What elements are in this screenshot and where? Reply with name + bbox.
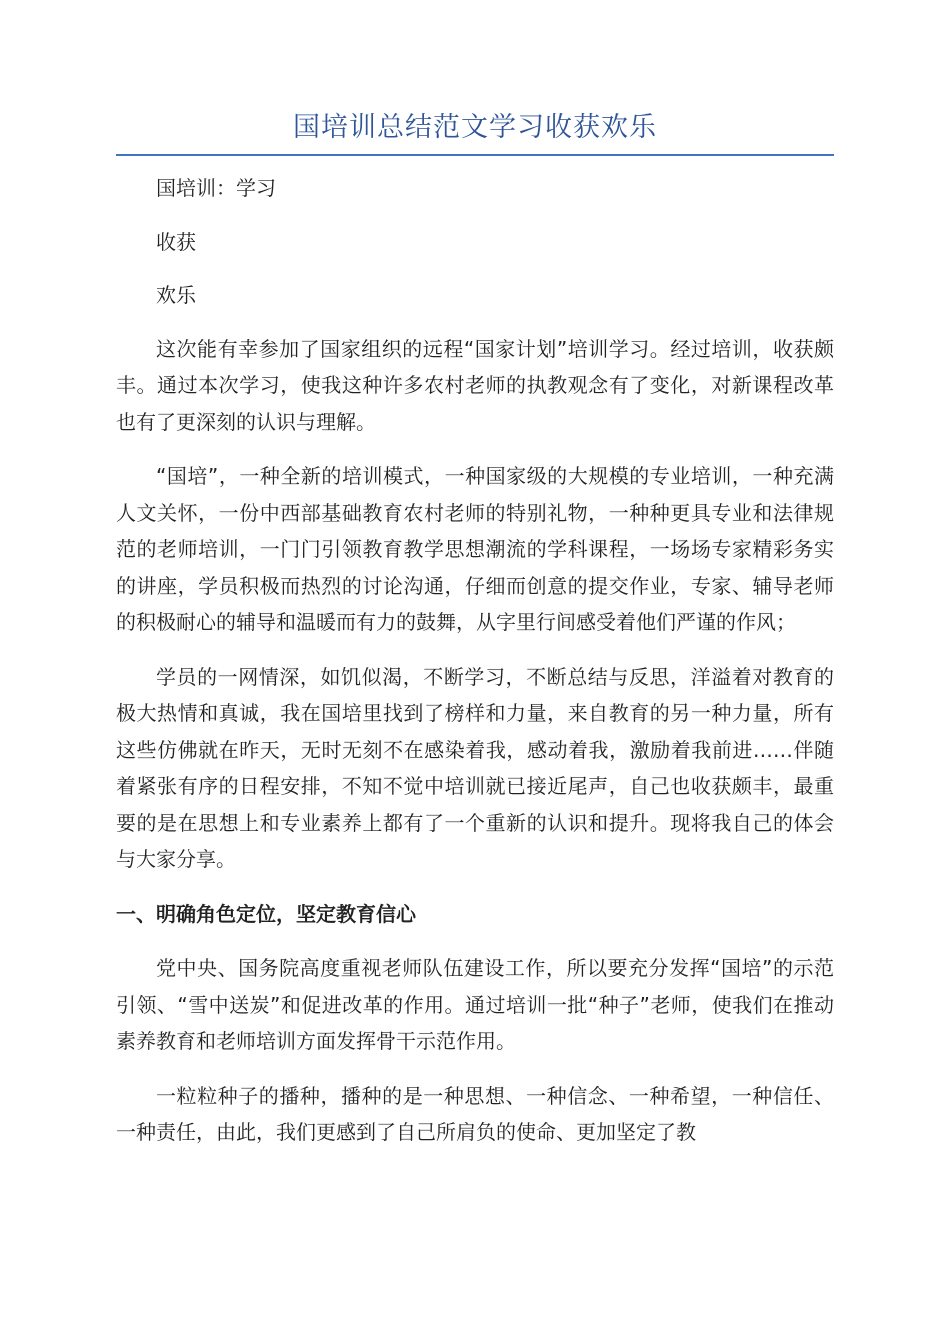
paragraph-subtitle-1: 国培训：学习 — [156, 176, 276, 200]
paragraph-intro: 这次能有幸参加了国家组织的远程“国家计划”培训学习。经过培训，收获颇丰。通过本次学习，使我这种许多农村老师的执教观念有了变化，对新课程改革也有了更深刻的认识与理解。 — [116, 336, 834, 434]
paragraph-guopei: “国培”，一种全新的培训模式，一种国家级的大规模的专业培训，一种充满人文关怀，一份中西部基础教育农村老师的特别礼物，一种种更具专业和法律规范的老师培训，一门门引领教育教学思想潮流的学科课程，一场场专家精彩务实的讲座，学员积极而热烈的讨论沟通，仔细而创意的提交作业，专家、辅导老师的积极耐心的辅导和温暖而有力的鼓舞，从字里行间感受着他们严谨的作风； — [116, 464, 834, 634]
title-underline — [116, 154, 834, 156]
paragraph-learners: 学员的一网情深，如饥似渴，不断学习，不断总结与反思，洋溢着对教育的极大热情和真诚，我在国培里找到了榜样和力量，来自教育的另一种力量，所有这些仿佛就在昨天，无时无刻不在感染着我，感动着我，激励着我前进……伴随着紧张有序的日程安排，不知不觉中培训就已接近尾声，自己也收获颇丰，最重要的是在思想上和专业素养上都有了一个重新的认识和提升。现将我自己的体会与大家分享。 — [116, 664, 834, 871]
paragraph-subtitle-2: 收获 — [156, 229, 196, 254]
section-paragraph-1: 党中央、国务院高度重视老师队伍建设工作，所以要充分发挥“国培”的示范引领、“雪中送炭”和促进改革的作用。通过培训一批“种子”老师，使我们在推动素养教育和老师培训方面发挥骨干示范作用。 — [116, 956, 834, 1053]
document-title: 国培训总结范文学习收获欢乐 — [293, 112, 657, 143]
paragraph-subtitle-3: 欢乐 — [156, 283, 196, 307]
section-paragraph-2: 一粒粒种子的播种，播种的是一种思想、一种信念、一种希望，一种信任、一种责任，由此，我们更感到了自己所肩负的使命、更加坚定了教 — [116, 1083, 834, 1144]
section-heading: 一、明确角色定位，坚定教育信心 — [116, 901, 416, 926]
document-body — [116, 170, 834, 1169]
